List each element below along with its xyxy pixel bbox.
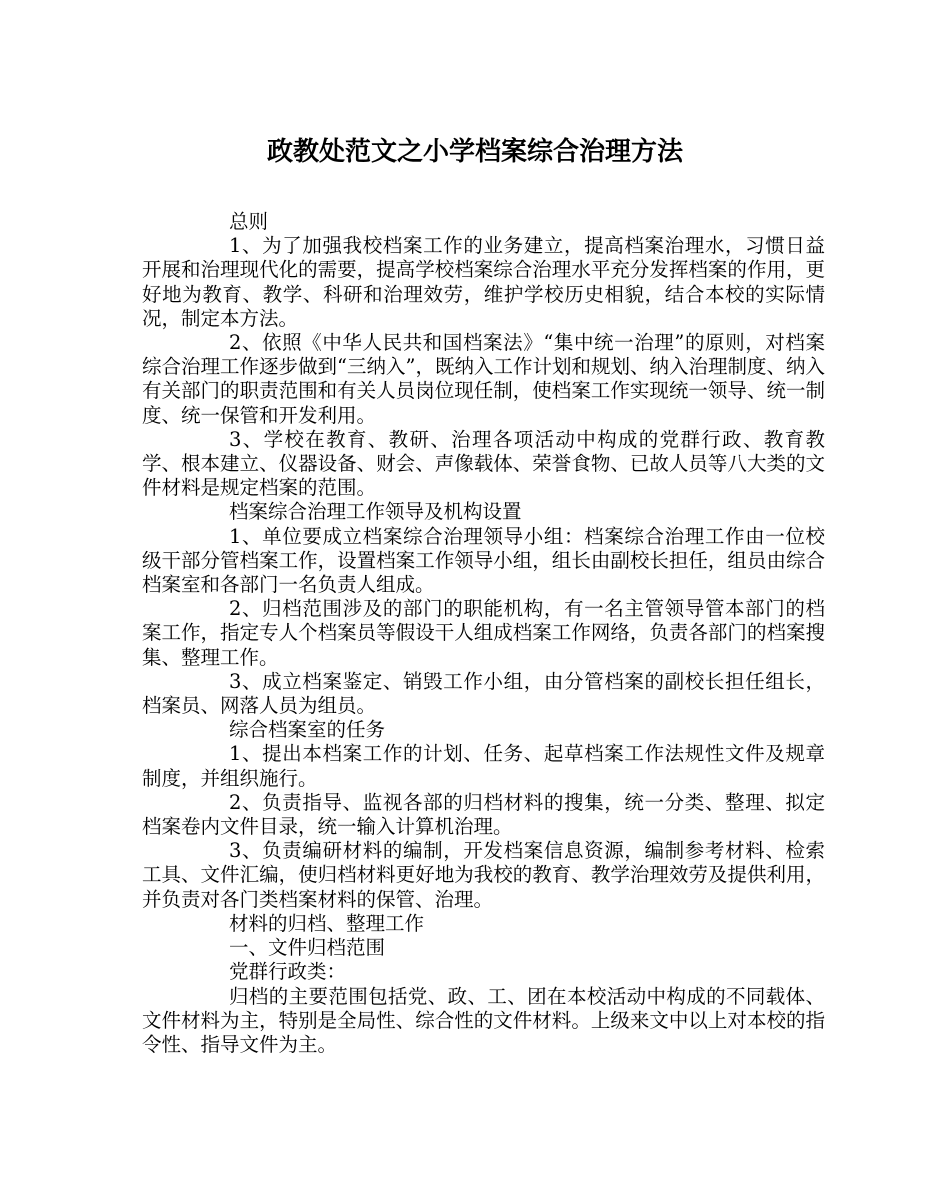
body-paragraph: 2、依照《中华人民共和国档案法》“集中统一治理”的原则，对档案综合治理工作逐步做到“三纳入”，既纳入工作计划和规划、纳入治理制度、纳入有关部门的职责范围和有关人员岗位现任制，使档案工作实现统一领导、统一制度、统一保管和开发利用。	[142, 331, 825, 427]
body-paragraph: 2、归档范围涉及的部门的职能机构，有一名主管领导管本部门的档案工作，指定专人个档案员等假设干人组成档案工作网络，负责各部门的档案搜集、整理工作。	[142, 597, 825, 669]
section-heading: 档案综合治理工作领导及机构设置	[229, 500, 522, 524]
section-heading: 材料的归档、整理工作	[229, 911, 425, 935]
section-heading: 总则	[229, 210, 269, 233]
body-paragraph: 2、负责指导、监视各部的归档材料的搜集，统一分类、整理、拟定档案卷内文件目录，统一输入计算机治理。	[142, 790, 825, 839]
body-paragraph: 归档的主要范围包括党、政、工、团在本校活动中构成的不同载体、文件材料为主，特别是全局性、综合性的文件材料。上级来文中以上对本校的指令性、指导文件为主。	[142, 984, 825, 1056]
document-body	[142, 210, 825, 1057]
body-paragraph: 3、负责编研材料的编制，开发档案信息资源，编制参考材料、检索工具、文件汇编，使归档材料更好地为我校的教育、教学治理效劳及提供利用，并负责对各门类档案材料的保管、治理。	[142, 839, 825, 911]
section-heading: 综合档案室的任务	[229, 718, 386, 742]
body-paragraph: 1、单位要成立档案综合治理领导小组：档案综合治理工作由一位校级干部分管档案工作，设置档案工作领导小组，组长由副校长担任，组员由综合档案室和各部门一名负责人组成。	[142, 524, 825, 597]
document-title: 政教处范文之小学档案综合治理方法	[266, 137, 683, 167]
sub-heading: 党群行政类：	[229, 960, 347, 984]
body-paragraph: 1、为了加强我校档案工作的业务建立，提高档案治理水，习惯日益开展和治理现代化的需要，提高学校档案综合治理水平充分发挥档案的作用，更好地为教育、教学、科研和治理效劳，维护学校历史相貌，结合本校的实际情况，制定本方法。	[142, 234, 825, 330]
body-paragraph: 3、学校在教育、教研、治理各项活动中构成的党群行政、教育教学、根本建立、仪器设备、财会、声像载体、荣誉食物、已故人员等八大类的文件材料是规定档案的范围。	[142, 427, 825, 500]
sub-heading: 一、文件归档范围	[229, 936, 386, 960]
body-paragraph: 1、提出本档案工作的计划、任务、起草档案工作法规性文件及规章制度，并组织施行。	[142, 742, 825, 790]
body-paragraph: 3、成立档案鉴定、销毁工作小组，由分管档案的副校长担任组长，档案员、网落人员为组员。	[142, 669, 825, 718]
